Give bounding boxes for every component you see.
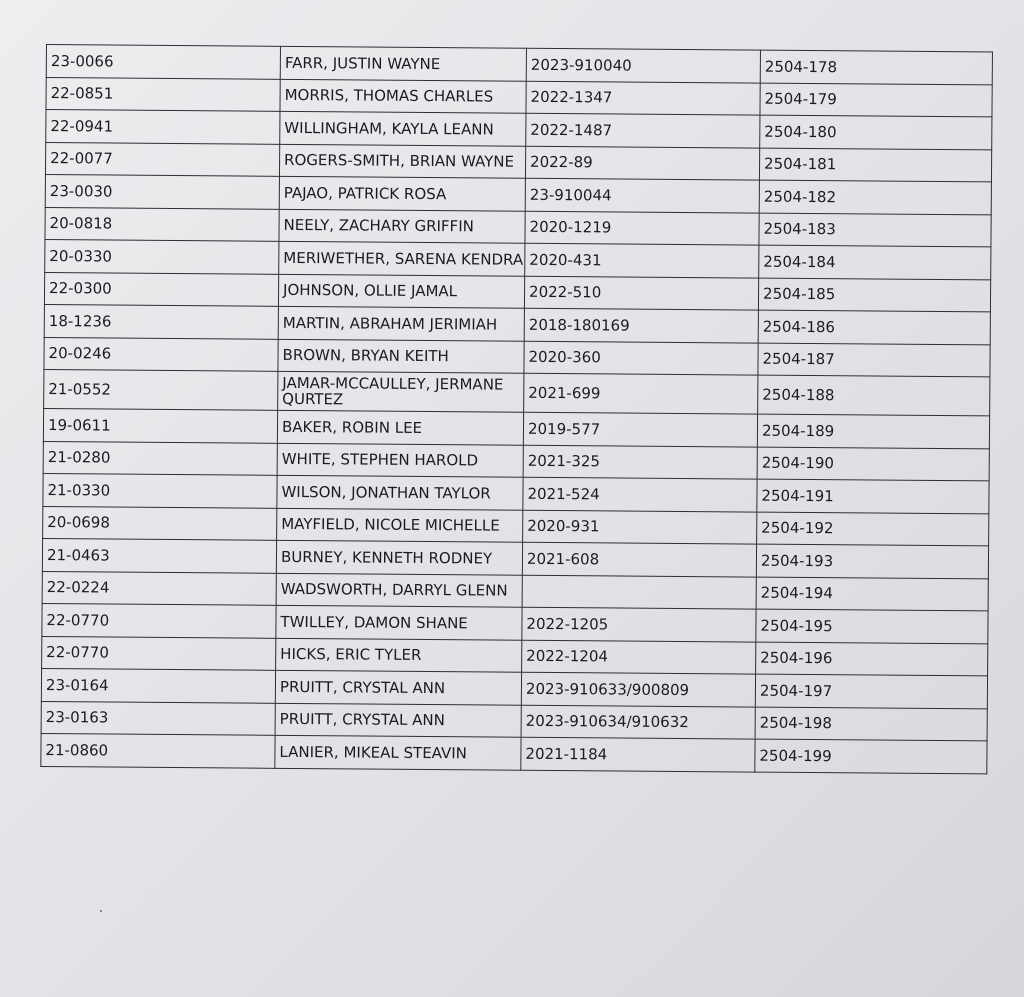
record-id-cell: 2504-199 <box>755 739 987 773</box>
name-cell: BURNEY, KENNETH RODNEY <box>276 540 522 574</box>
case-number-cell: 22-0224 <box>42 571 276 605</box>
reference-number-cell: 2020-431 <box>525 243 759 277</box>
record-id-cell: 2504-182 <box>759 180 991 214</box>
name-cell: ROGERS-SMITH, BRIAN WAYNE <box>279 144 525 178</box>
case-number-cell: 22-0077 <box>45 142 279 176</box>
name-cell: WILSON, JONATHAN TAYLOR <box>277 475 523 509</box>
case-number-cell: 20-0330 <box>45 239 279 273</box>
records-table <box>40 44 993 774</box>
reference-number-cell: 2020-931 <box>523 510 757 544</box>
name-cell: BROWN, BRYAN KEITH <box>278 339 524 373</box>
case-number-cell: 20-0698 <box>43 506 277 540</box>
record-id-cell: 2504-191 <box>757 479 989 513</box>
reference-number-cell: 2019-577 <box>523 412 757 446</box>
record-id-cell: 2504-195 <box>756 609 988 643</box>
reference-number-cell: 2023-910040 <box>526 48 760 82</box>
name-cell: MORRIS, THOMAS CHARLES <box>280 79 526 113</box>
case-number-cell: 20-0818 <box>45 207 279 241</box>
record-id-cell: 2504-196 <box>756 642 988 676</box>
name-cell: PRUITT, CRYSTAL ANN <box>275 703 521 737</box>
case-number-cell: 21-0860 <box>41 733 275 767</box>
case-number-cell: 22-0851 <box>46 77 280 111</box>
record-id-cell: 2504-190 <box>757 447 989 481</box>
records-table-container <box>40 44 992 774</box>
case-number-cell: 21-0552 <box>44 369 278 410</box>
reference-number-cell: 2021-608 <box>522 542 756 576</box>
record-id-cell: 2504-194 <box>756 577 988 611</box>
name-cell: NEELY, ZACHARY GRIFFIN <box>279 209 525 243</box>
reference-number-cell: 2021-524 <box>523 477 757 511</box>
name-cell: HICKS, ERIC TYLER <box>276 638 522 672</box>
case-number-cell: 22-0300 <box>44 272 278 306</box>
record-id-cell: 2504-183 <box>759 213 991 247</box>
name-cell: BAKER, ROBIN LEE <box>277 410 523 444</box>
case-number-cell: 23-0030 <box>45 174 279 208</box>
record-id-cell: 2504-197 <box>755 674 987 708</box>
case-number-cell: 19-0611 <box>43 408 277 442</box>
case-number-cell: 23-0066 <box>46 45 280 79</box>
name-cell: PAJAO, PATRICK ROSA <box>279 176 525 210</box>
table-row <box>41 733 987 773</box>
record-id-cell: 2504-180 <box>760 115 992 149</box>
case-number-cell: 21-0280 <box>43 441 277 475</box>
reference-number-cell: 2020-360 <box>524 341 758 375</box>
case-number-cell: 21-0330 <box>43 473 277 507</box>
case-number-cell: 23-0163 <box>41 701 275 735</box>
case-number-cell: 21-0463 <box>42 538 276 572</box>
reference-number-cell: 2021-699 <box>524 373 758 414</box>
record-id-cell: 2504-198 <box>755 707 987 741</box>
case-number-cell: 18-1236 <box>44 304 278 338</box>
record-id-cell: 2504-193 <box>756 544 988 578</box>
name-cell: WILLINGHAM, KAYLA LEANN <box>280 111 526 145</box>
name-cell: JOHNSON, OLLIE JAMAL <box>278 274 524 308</box>
reference-number-cell: 2020-1219 <box>525 211 759 245</box>
records-table-body <box>41 45 993 774</box>
reference-number-cell: 2022-1205 <box>522 607 756 641</box>
record-id-cell: 2504-185 <box>758 278 990 312</box>
reference-number-cell: 2021-1184 <box>521 737 755 771</box>
reference-number-cell <box>522 575 756 609</box>
name-cell: JAMAR-MCCAULLEY, JERMANE QURTEZ <box>278 371 524 412</box>
reference-number-cell: 2023-910634/910632 <box>521 705 755 739</box>
record-id-cell: 2504-188 <box>758 375 990 416</box>
reference-number-cell: 2022-1204 <box>522 640 756 674</box>
case-number-cell: 20-0246 <box>44 337 278 371</box>
case-number-cell: 22-0770 <box>42 603 276 637</box>
record-id-cell: 2504-187 <box>758 343 990 377</box>
record-id-cell: 2504-186 <box>758 310 990 344</box>
record-id-cell: 2504-192 <box>757 512 989 546</box>
name-cell: FARR, JUSTIN WAYNE <box>280 46 526 80</box>
reference-number-cell: 2023-910633/900809 <box>521 672 755 706</box>
name-cell: WADSWORTH, DARRYL GLENN <box>276 573 522 607</box>
reference-number-cell: 2022-89 <box>525 146 759 180</box>
reference-number-cell: 2022-1487 <box>526 113 760 147</box>
reference-number-cell: 2022-510 <box>524 276 758 310</box>
name-cell: WHITE, STEPHEN HAROLD <box>277 443 523 477</box>
reference-number-cell: 2022-1347 <box>526 81 760 115</box>
name-cell: LANIER, MIKEAL STEAVIN <box>275 735 521 769</box>
name-cell: MERIWETHER, SARENA KENDRA <box>279 241 525 275</box>
paper-speck <box>100 910 102 912</box>
name-cell: MARTIN, ABRAHAM JERIMIAH <box>278 306 524 340</box>
record-id-cell: 2504-179 <box>760 83 992 117</box>
case-number-cell: 22-0941 <box>46 110 280 144</box>
record-id-cell: 2504-181 <box>759 148 991 182</box>
reference-number-cell: 2018-180169 <box>524 308 758 342</box>
record-id-cell: 2504-178 <box>760 50 992 84</box>
record-id-cell: 2504-189 <box>757 414 989 448</box>
reference-number-cell: 23-910044 <box>525 178 759 212</box>
name-cell: TWILLEY, DAMON SHANE <box>276 605 522 639</box>
case-number-cell: 22-0770 <box>42 636 276 670</box>
record-id-cell: 2504-184 <box>759 245 991 279</box>
name-cell: MAYFIELD, NICOLE MICHELLE <box>277 508 523 542</box>
reference-number-cell: 2021-325 <box>523 445 757 479</box>
case-number-cell: 23-0164 <box>41 668 275 702</box>
name-cell: PRUITT, CRYSTAL ANN <box>275 670 521 704</box>
